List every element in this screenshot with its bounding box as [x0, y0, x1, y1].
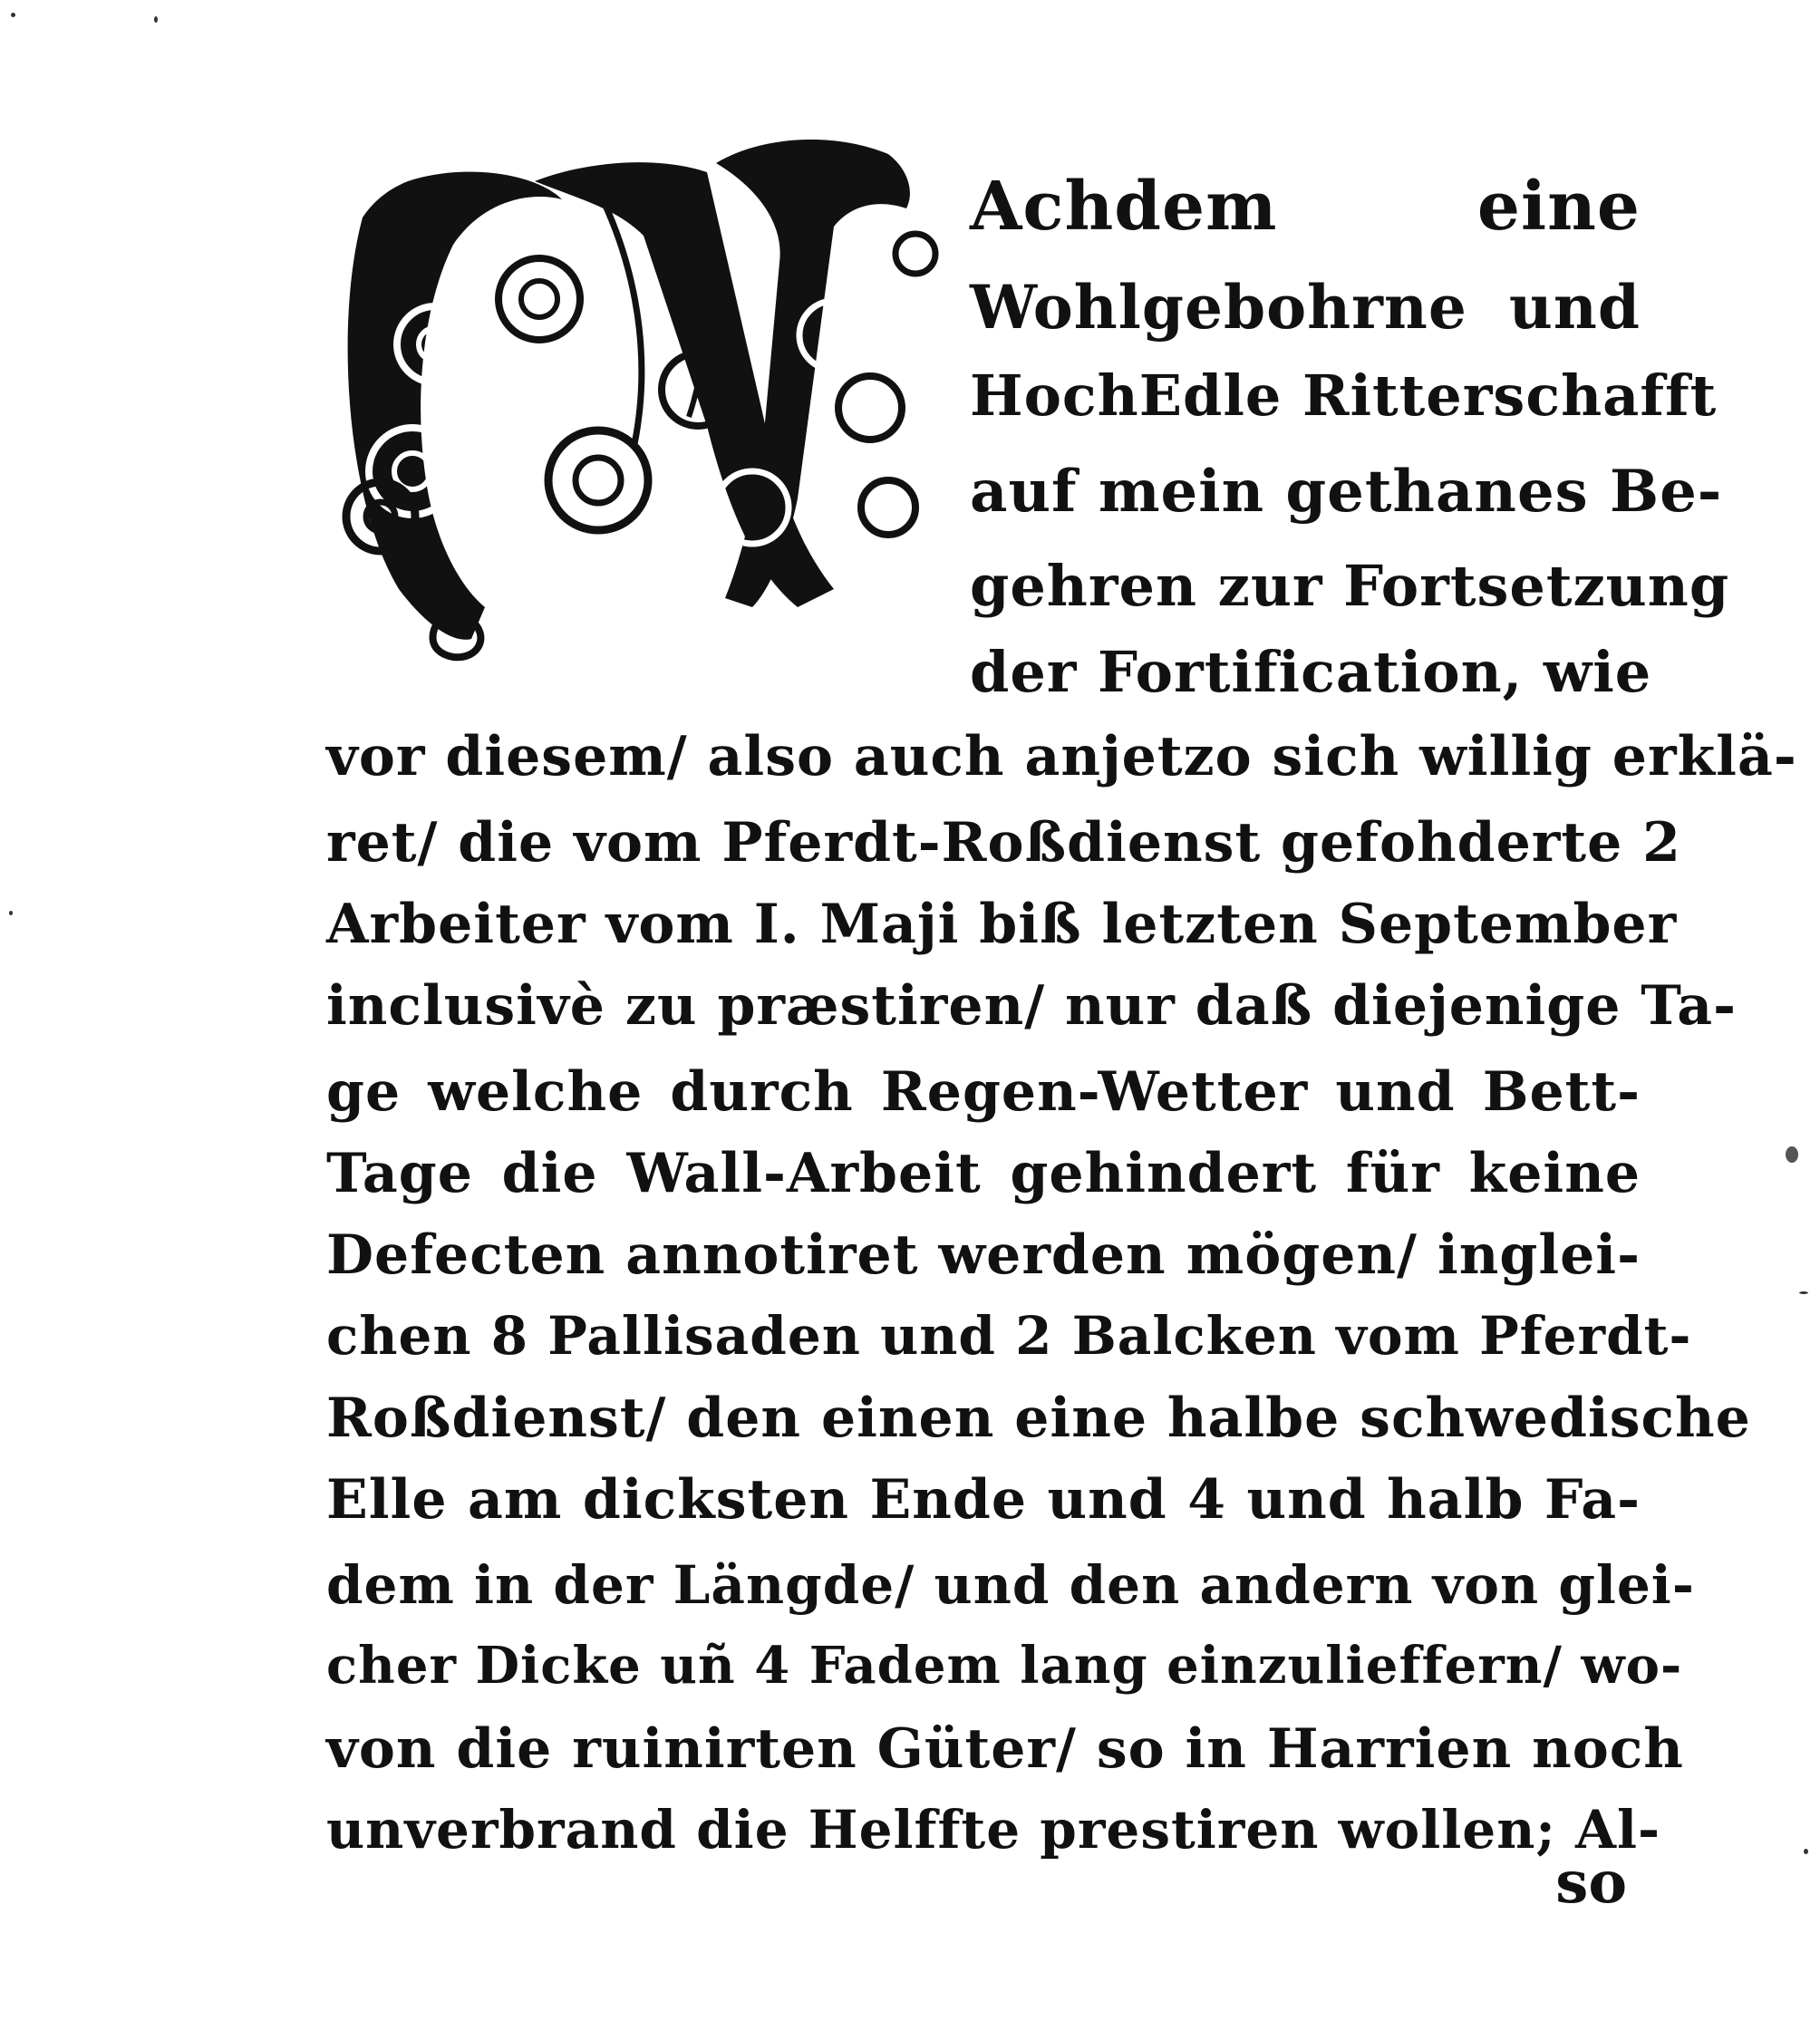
scan-speck — [1786, 1146, 1798, 1163]
text-line: Tage die Wall-Arbeit gehindert für keine — [326, 1142, 1641, 1205]
text-line: ret/ die vom Pferdt-Roßdienst gefohderte 2 — [326, 811, 1681, 875]
text-line: Elle am dicksten Ende und 4 und halb Fa- — [326, 1468, 1641, 1532]
text-line: Roßdienst/ den einen eine halbe schwedische — [326, 1387, 1751, 1450]
text-line: Arbeiter vom I. Maji biß letzten September — [326, 893, 1678, 956]
catchword: so — [1555, 1849, 1627, 1917]
scan-speck — [1804, 1849, 1808, 1854]
text-line: Defecten annotiret werden mögen/ inglei- — [326, 1223, 1641, 1287]
text-line: HochEdle Ritterschafft — [970, 362, 1718, 429]
text-line: Achdem eine — [970, 168, 1641, 246]
text-line: inclusivè zu præstiren/ nur daß diejenige Ta- — [326, 974, 1737, 1038]
text-line: chen 8 Pallisaden und 2 Balcken vom Pferdt- — [326, 1305, 1692, 1367]
decorated-initial-letter — [326, 118, 961, 662]
scan-speck — [154, 16, 158, 23]
scan-speck — [11, 13, 15, 17]
text-line: cher Dicke uñ 4 Fadem lang einzulieffern/ wo- — [326, 1636, 1683, 1696]
text-line: Wohlgebohrne und — [970, 272, 1641, 343]
text-line: gehren zur Fortsetzung — [970, 553, 1730, 619]
text-line: vor diesem/ also auch anjetzo sich willig erklä- — [326, 725, 1797, 788]
text-line: auf mein gethanes Be- — [970, 458, 1723, 526]
text-line: unverbrand die Helffte prestiren wollen; Al- — [326, 1799, 1661, 1861]
text-line: der Fortification, wie — [970, 639, 1652, 705]
text-line: dem in der Längde/ und den andern von glei- — [326, 1554, 1695, 1616]
scan-speck — [9, 911, 13, 915]
scan-speck — [1799, 1291, 1808, 1294]
text-line: ge welche durch Regen-Wetter und Bett- — [326, 1060, 1641, 1124]
text-line: von die ruinirten Güter/ so in Harrien noch — [326, 1717, 1684, 1781]
